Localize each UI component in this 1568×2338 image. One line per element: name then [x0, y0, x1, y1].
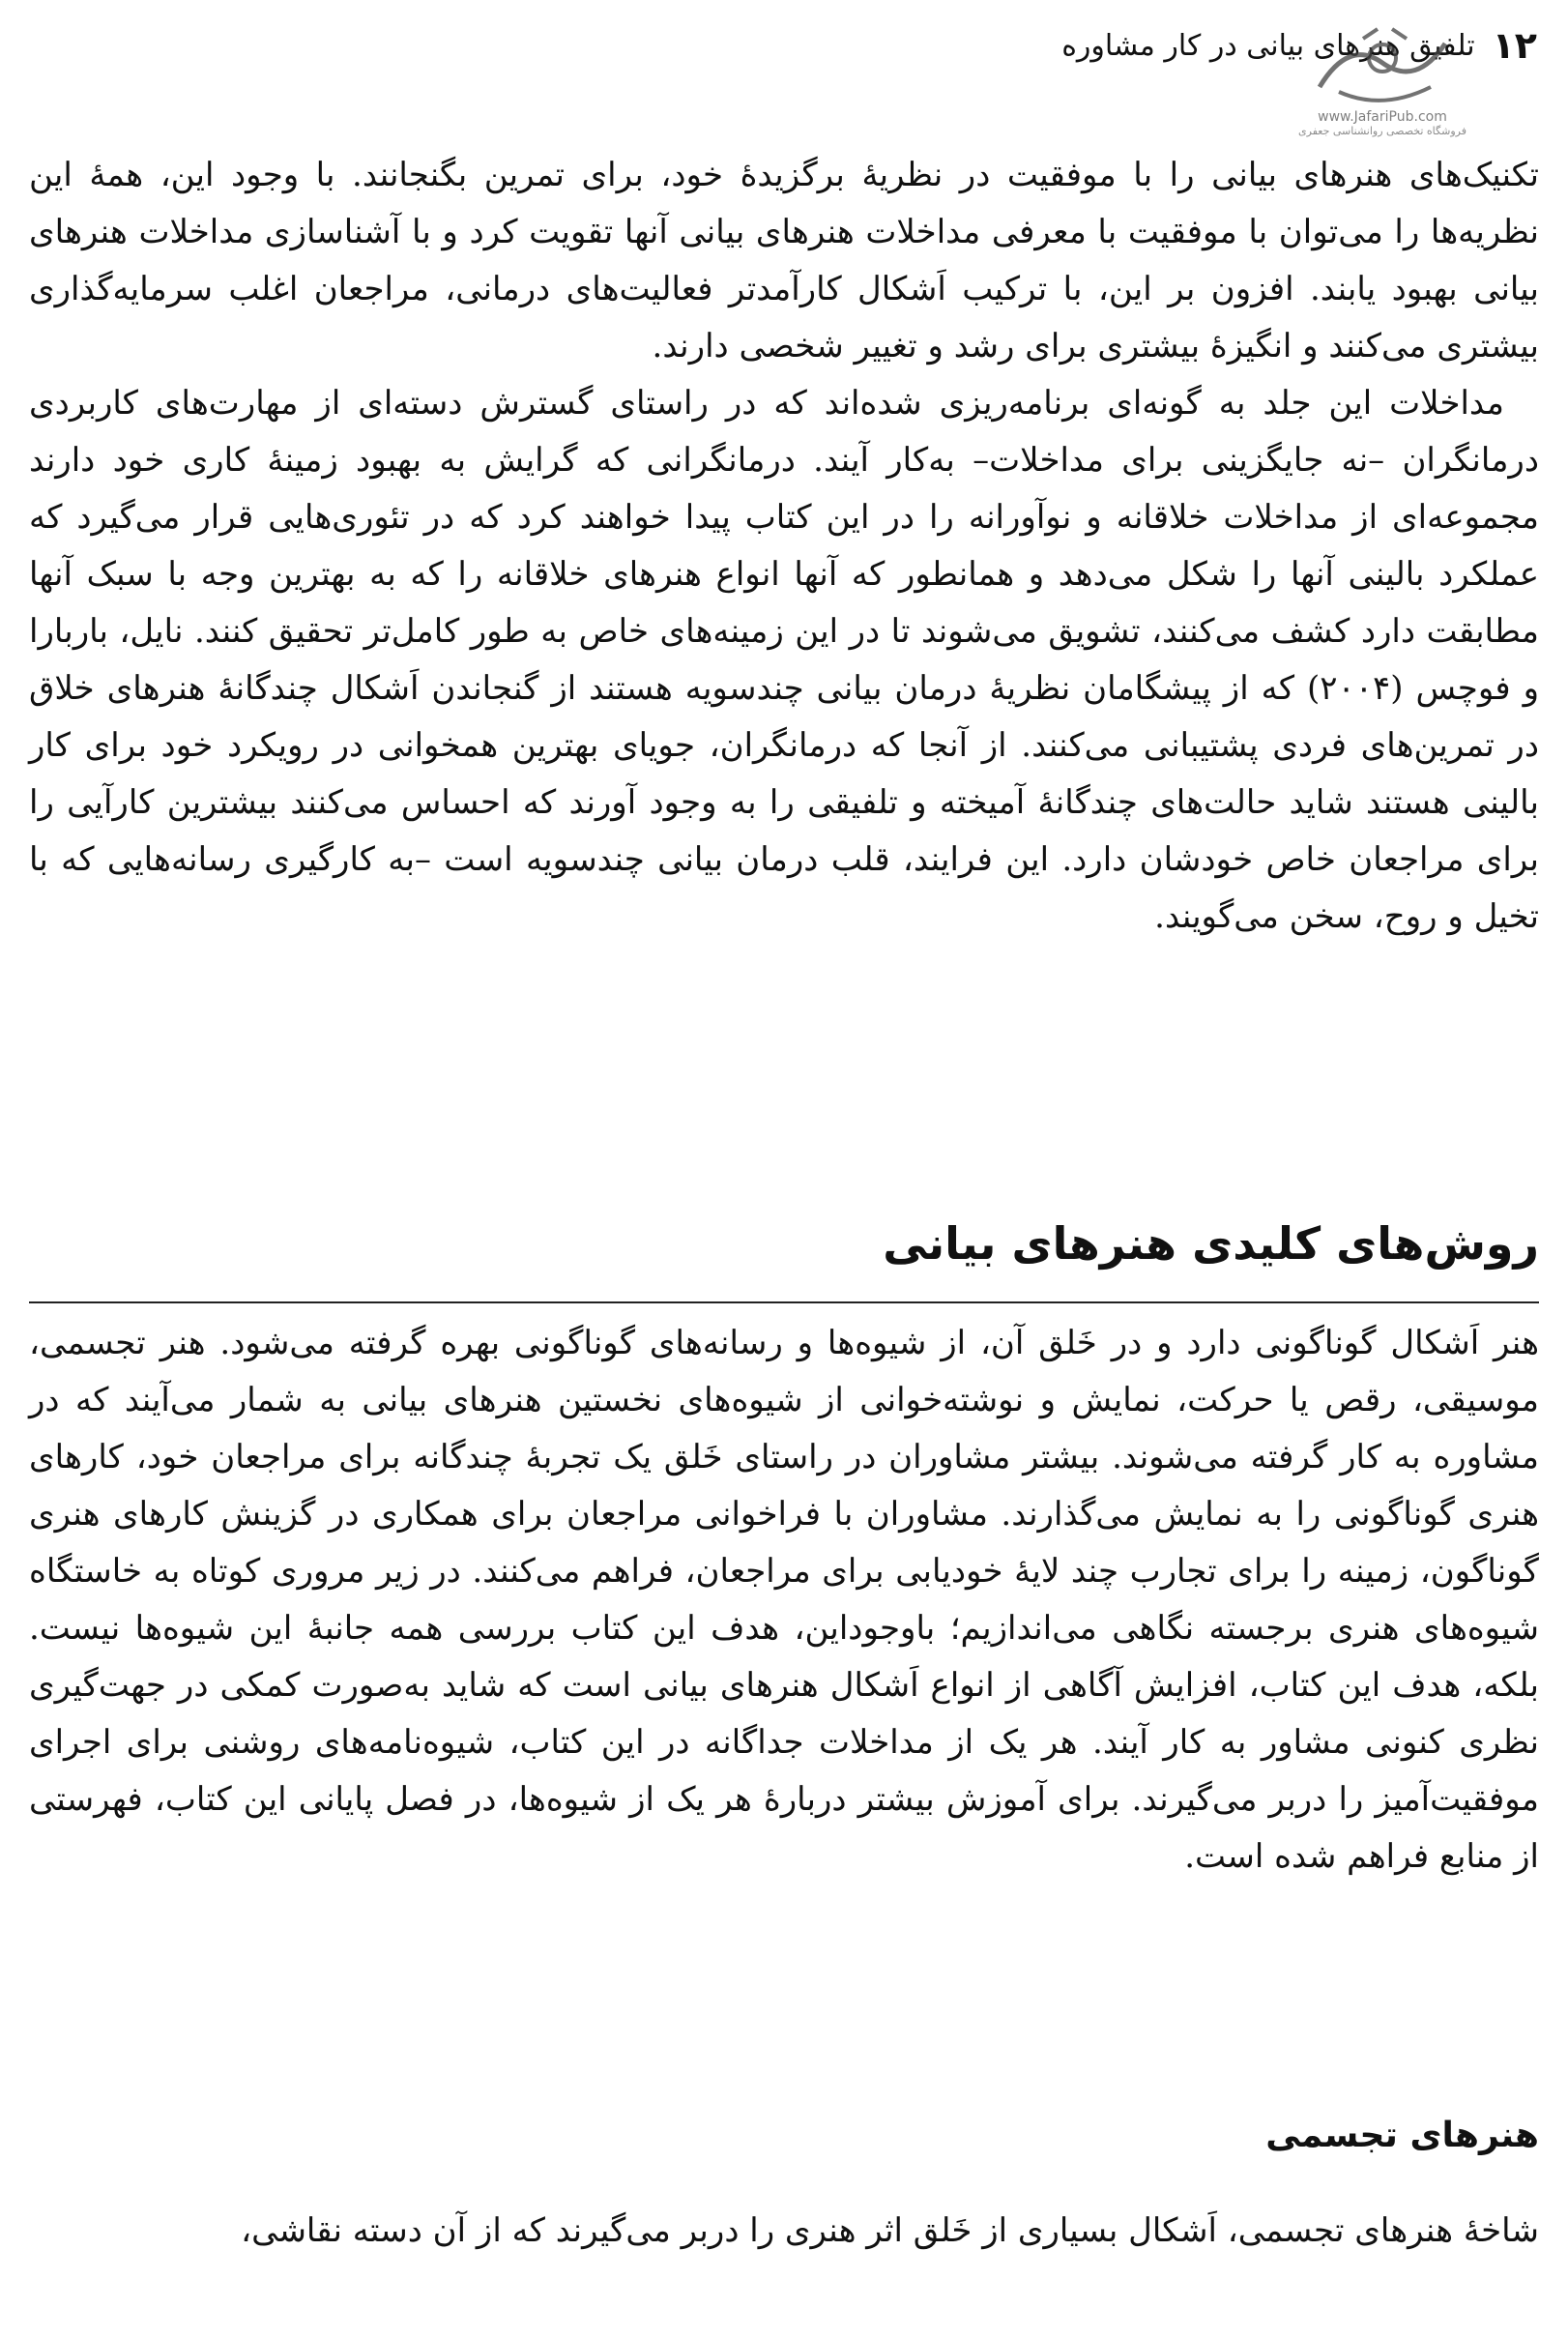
watermark-url: www.JafariPub.com [1318, 109, 1447, 125]
body-paragraph: شاخهٔ هنرهای تجسمی، اَشکال بسیاری از خَلق اثر هنری را دربر می‌گیرند که از آن دسته نقاشی، [241, 2211, 1539, 2250]
body-paragraph: تکنیک‌های هنرهای بیانی را با موفقیت در نظریهٔ برگزیدهٔ خود، برای تمرین بگنجانند. با وجود این، همهٔ این نظریه‌ها را می‌توان با موفقیت با معرفی مداخلات هنرهای بیانی آنها تقویت کرد و با آشناسازی مداخلات هنرهای بیانی بهبود یابند. افزون بر این، با ترکیب اَشکال کارآمدتر فعالیت‌های درمانی، مراجعان اغلب سرمایه‌گذاری بیشتری می‌کنند و انگیزهٔ بیشتری برای رشد و تغییر شخصی دارند. [29, 156, 1539, 365]
section-divider [29, 1301, 1539, 1303]
watermark-caption: فروشگاه تخصصی روانشناسی جعفری [1298, 125, 1466, 137]
publisher-logo-icon [1310, 19, 1455, 111]
body-paragraph: مداخلات این جلد به گونه‌ای برنامه‌ریزی شده‌اند که در راستای گسترش دسته‌ای از مهارت‌های کاربردی درمانگران –نه جایگزینی برای مداخلات– به‌کار آیند. درمانگرانی که گرایش به بهبود زمینهٔ کاری خود دارند مجموعه‌ای از مداخلات خلاقانه و نوآورانه را در این کتاب پیدا خواهند کرد که در تئوری‌هایی قرار می‌گیرد که عملکرد بالینی آنها را شکل می‌دهد و همانطور که آنها انواع هنرهای خلاقانه را که به بهترین وجه با سبک آنها مطابقت دارد کشف می‌کنند، تشویق می‌شوند تا در این زمینه‌های خاص به طور کامل‌تر تحقیق کنند. نایل، باربارا و فوچس (۲۰۰۴) که از پیشگامان نظریهٔ درمان بیانی چندسویه هستند از گنجاندن اَشکال چندگانهٔ هنرهای خلاق در تمرین‌های فردی پشتیبانی می‌کنند. از آنجا که درمانگران، جویای بهترین همخوانی در رویکرد خود برای کار بالینی هستند شاید حالت‌های چندگانهٔ آمیخته و تلفیقی را به وجود آورند که احساس می‌کنند بیشترین کارآیی را برای مراجعان خاص خودشان دارد. این فرایند، قلب درمان بیانی چندسویه است –به کارگیری رسانه‌هایی که با تخیل و روح، سخن می‌گویند. [29, 384, 1539, 936]
section-heading: روش‌های کلیدی هنرهای بیانی [883, 1217, 1539, 1270]
page-number: ۱۲ [1492, 24, 1537, 67]
subsection-heading: هنرهای تجسمی [1265, 2116, 1539, 2155]
intro-text [29, 147, 1539, 946]
publisher-watermark-logo [1295, 19, 1469, 164]
section-text [29, 1315, 1539, 1885]
running-title: تلفیق هنرهای بیانی در کار مشاوره [1061, 28, 1475, 63]
subsection-text [29, 2203, 1539, 2260]
body-paragraph: هنر اَشکال گوناگونی دارد و در خَلق آن، از شیوه‌ها و رسانه‌های گوناگونی بهره گرفته می‌شود. هنر تجسمی، موسیقی، رقص یا حرکت، نمایش و نوشته‌خوانی از شیوه‌های نخستین هنرهای بیانی به شمار می‌آیند که در مشاوره به کار گرفته می‌شوند. بیشتر مشاوران در راستای خَلق یک تجربهٔ چندگانه برای مراجعان خود، کارهای هنری گوناگونی را به نمایش می‌گذارند. مشاوران با فراخوانی مراجعان برای همکاری در گزینش کارهای هنری گوناگون، زمینه را برای تجارب چند لایهٔ خودیابی برای مراجعان، فراهم می‌کنند. در زیر مروری کوتاه به خاستگاه شیوه‌های هنری برجسته نگاهی می‌اندازیم؛ باوجوداین، هدف این کتاب بررسی همه جانبهٔ این شیوه‌ها نیست. بلکه، هدف این کتاب، افزایش آگاهی از انواع اَشکال هنرهای بیانی است که شاید به‌صورت کمکی در جهت‌گیری نظری کنونی مشاور به کار آیند. هر یک از مداخلات جداگانه در این کتاب، شیوه‌نامه‌های روشنی برای اجرای موفقیت‌آمیز را دربر می‌گیرند. برای آموزش بیشتر دربارهٔ هر یک از شیوه‌ها، در فصل پایانی این کتاب، فهرستی از منابع فراهم شده است. [29, 1324, 1539, 1876]
